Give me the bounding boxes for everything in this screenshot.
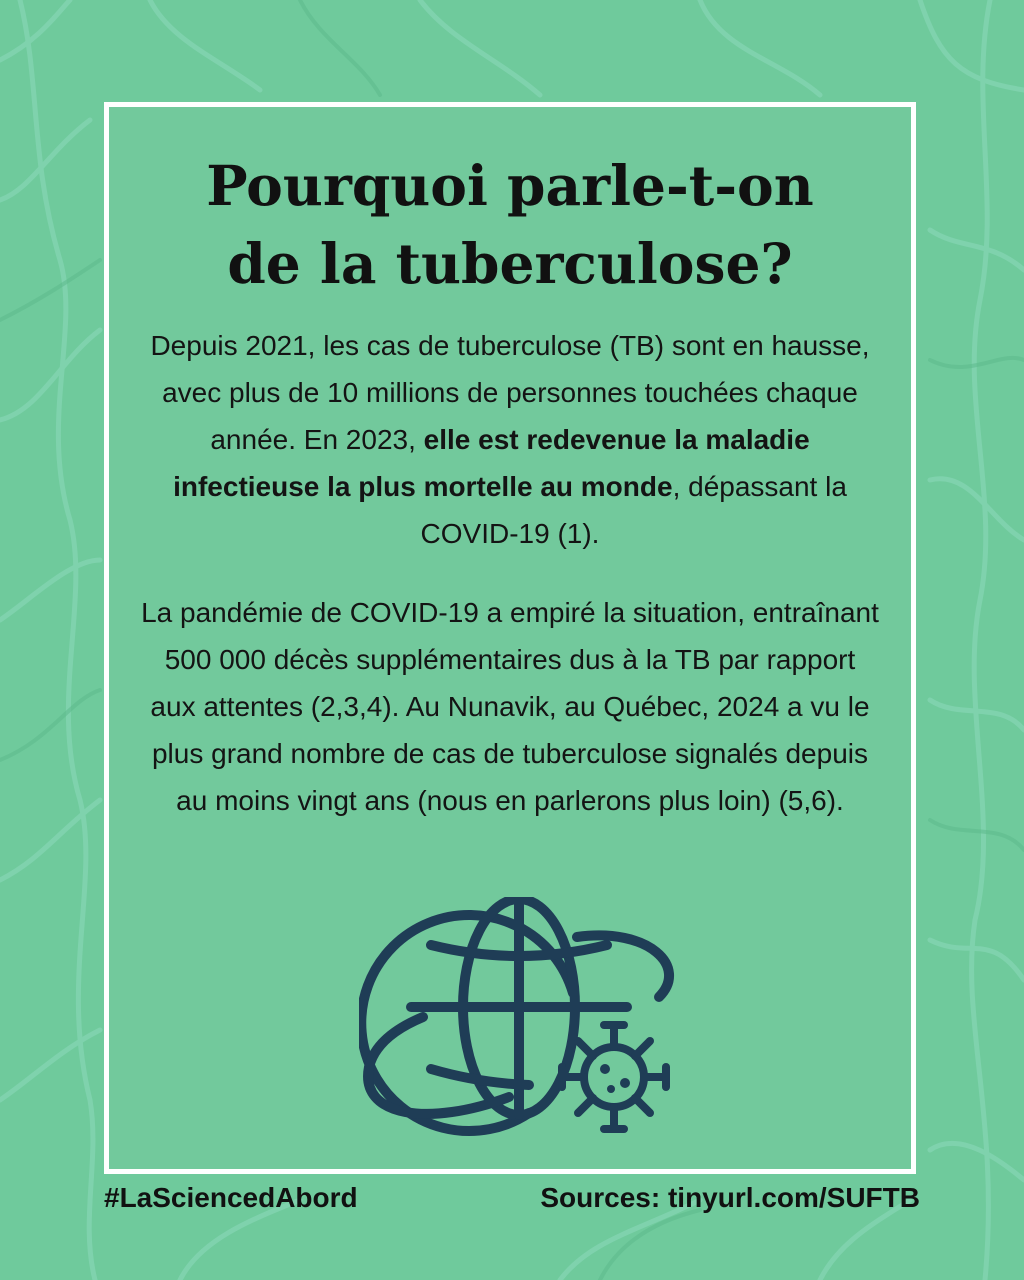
globe-with-virus-icon [359,897,679,1147]
paragraph-covid-impact: La pandémie de COVID-19 a empiré la situation, entraînant 500 000 décès supplémentaires dus à la TB par rapport aux attentes (2,3,4). Au Nunavik, au Québec, 2024 a vu le plus grand nombre de cas de tuberculose signalés depuis au moins vingt ans (nous en parlerons plus loin) (5,6). [141,597,879,816]
paragraph-intro-text-b: , dépassant la COVID-19 (1). [420,471,847,549]
paragraph-intro-text-a: Depuis 2021, les cas de tuberculose (TB) sont en hausse, avec plus de 10 millions de personnes touchées chaque année. En 2023, [150,330,870,455]
hashtag-label: #LaSciencedAbord [104,1182,358,1213]
paragraph-intro [139,322,881,557]
content-frame [104,102,916,1174]
title-line-2: de la tuberculose? [227,231,793,296]
paragraph-intro-emphasis: elle est redevenue la maladie infectieuse la plus mortelle au monde [173,424,810,502]
page-title [109,147,911,303]
title-line-1: Pourquoi parle-t-on [206,153,814,218]
sources-link[interactable]: Sources: tinyurl.com/SUFTB [540,1182,920,1213]
